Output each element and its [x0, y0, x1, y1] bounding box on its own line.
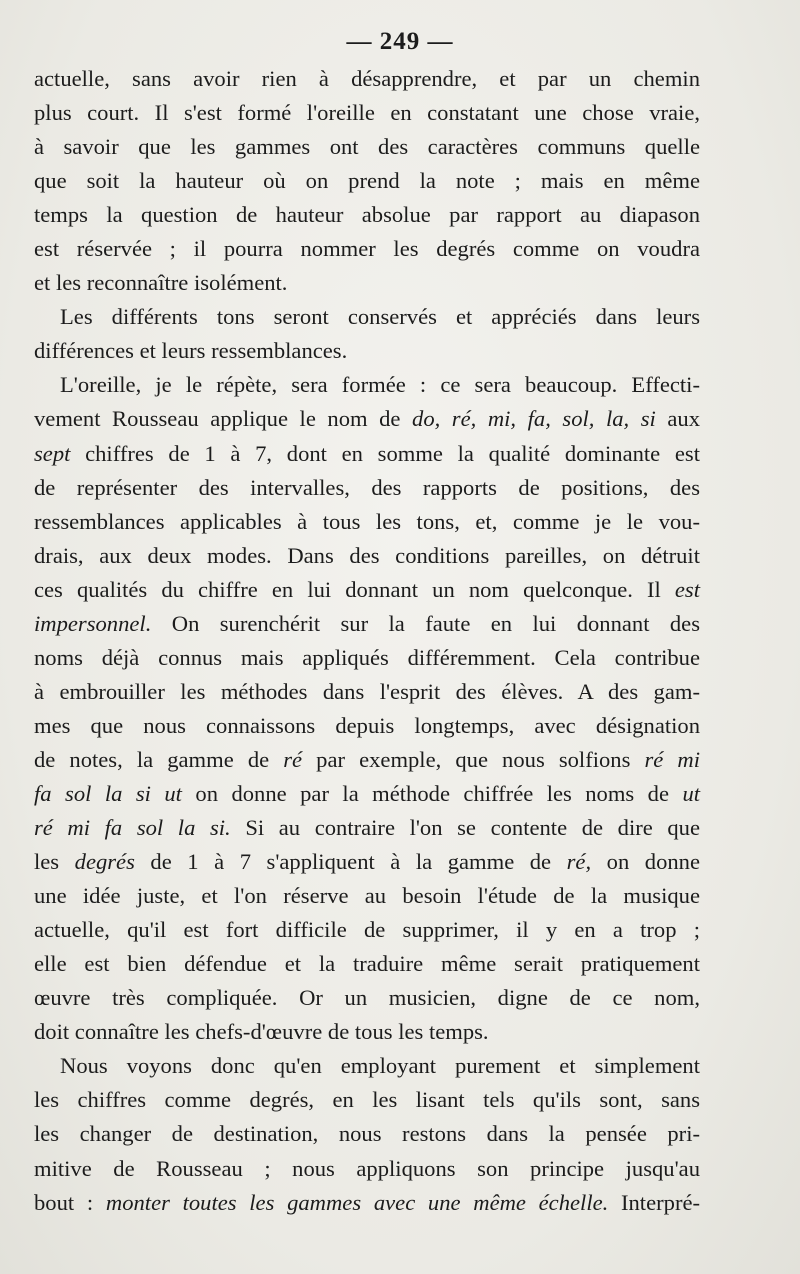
- text-line: [34, 539, 700, 573]
- text-run: elle est bien défendue et la traduire même serait pratiquement: [34, 951, 700, 977]
- text-body: [34, 62, 700, 1220]
- text-line: [34, 845, 700, 879]
- text-run: œuvre très compliquée. Or un musicien, digne de ce nom,: [34, 985, 700, 1011]
- text-run: est réservée ; il pourra nommer les degrés comme on voudra: [34, 236, 700, 262]
- paragraph: [34, 62, 700, 300]
- text-run: Les différents tons seront conservés et appréciés dans leurs: [60, 304, 700, 330]
- text-line: [34, 96, 700, 130]
- text-line: [34, 709, 700, 743]
- text-line: [34, 777, 700, 811]
- text-run: les chiffres comme degrés, en les lisant tels qu'ils sont, sans: [34, 1087, 700, 1113]
- text-line: [34, 1117, 700, 1151]
- text-line: [34, 368, 700, 402]
- text-run: doit connaître les chefs-d'œuvre de tous les temps.: [34, 1019, 489, 1045]
- text-run: mitive de Rousseau ; nous appliquons son principe jusqu'au: [34, 1155, 700, 1181]
- text-line: [34, 1015, 700, 1049]
- italic-text: ré mi: [644, 746, 700, 772]
- text-run: noms déjà connus mais appliqués différemment. Cela contribue: [34, 644, 700, 670]
- paragraph: [34, 300, 700, 368]
- italic-text: do, ré, mi, fa, sol, la, si: [412, 406, 656, 432]
- text-line: [34, 198, 700, 232]
- text-run: On surenchérit sur la faute en lui donnant des: [151, 610, 700, 636]
- paragraph: [34, 1049, 700, 1219]
- italic-text: ré mi fa sol la si.: [34, 815, 231, 841]
- text-run: plus court. Il s'est formé l'oreille en constatant une chose vraie,: [34, 100, 700, 126]
- italic-text: sept: [34, 440, 71, 466]
- text-run: ces qualités du chiffre en lui donnant un nom quelconque. Il: [34, 576, 675, 602]
- italic-text: fa sol la si ut: [34, 780, 182, 806]
- text-line: [34, 130, 700, 164]
- italic-text: monter toutes les gammes avec une même échelle.: [105, 1189, 609, 1215]
- text-run: les changer de destination, nous restons dans la pensée pri-: [34, 1121, 700, 1147]
- text-line: [34, 1083, 700, 1117]
- text-line: [34, 505, 700, 539]
- text-line: [34, 607, 700, 641]
- text-run: aux: [655, 406, 701, 432]
- italic-text: est: [674, 576, 700, 602]
- text-line: [34, 402, 700, 436]
- text-run: ressemblances applicables à tous les tons, et, comme je le vou-: [34, 508, 700, 534]
- text-run: vement Rousseau applique le nom de: [34, 406, 413, 432]
- text-run: Si au contraire l'on se contente de dire que: [230, 815, 701, 841]
- text-line: [34, 62, 700, 96]
- text-run: de représenter des intervalles, des rapports de positions, des: [34, 474, 700, 500]
- text-run: de notes, la gamme de: [34, 746, 284, 772]
- text-line: [34, 334, 700, 368]
- text-line: [34, 947, 700, 981]
- text-run: par exemple, que nous solfions: [302, 746, 645, 772]
- text-line: [34, 743, 700, 777]
- text-run: une idée juste, et l'on réserve au besoin l'étude de la musique: [34, 883, 700, 909]
- italic-text: ré,: [566, 849, 592, 875]
- text-run: à savoir que les gammes ont des caractères communs quelle: [34, 134, 700, 160]
- text-line: [34, 573, 700, 607]
- text-line: [34, 879, 700, 913]
- text-line: [34, 811, 700, 845]
- text-line: [34, 1152, 700, 1186]
- text-run: drais, aux deux modes. Dans des conditions pareilles, on détruit: [34, 542, 700, 568]
- italic-text: degrés: [74, 849, 135, 875]
- text-line: [34, 437, 700, 471]
- text-line: [34, 981, 700, 1015]
- text-run: différences et leurs ressemblances.: [34, 338, 348, 364]
- text-run: à embrouiller les méthodes dans l'esprit des élèves. A des gam-: [34, 678, 700, 704]
- text-run: de 1 à 7 s'appliquent à la gamme de: [134, 849, 567, 875]
- text-run: et les reconnaître isolément.: [34, 270, 288, 296]
- text-run: chiffres de 1 à 7, dont en somme la qualité dominante est: [70, 440, 700, 466]
- paragraph: [34, 368, 700, 1049]
- text-line: [34, 164, 700, 198]
- italic-text: ut: [682, 780, 701, 806]
- text-run: Interpré-: [608, 1189, 701, 1215]
- text-run: actuelle, qu'il est fort difficile de supprimer, il y en a trop ;: [34, 917, 700, 943]
- text-line: [34, 1186, 700, 1220]
- text-run: temps la question de hauteur absolue par rapport au diapason: [34, 202, 700, 228]
- text-run: on donne: [591, 849, 700, 875]
- text-line: [34, 675, 700, 709]
- text-run: que soit la hauteur où on prend la note ; mais en même: [34, 168, 700, 194]
- text-line: [34, 641, 700, 675]
- text-run: bout :: [34, 1189, 106, 1215]
- text-line: [34, 266, 700, 300]
- italic-text: impersonnel.: [34, 610, 152, 636]
- text-line: [34, 913, 700, 947]
- text-run: Nous voyons donc qu'en employant purement et simplement: [60, 1053, 700, 1079]
- text-line: [34, 471, 700, 505]
- text-line: [34, 300, 700, 334]
- text-run: on donne par la méthode chiffrée les noms de: [181, 780, 683, 806]
- text-run: les: [34, 849, 75, 875]
- text-run: L'oreille, je le répète, sera formée : ce sera beaucoup. Effecti-: [60, 372, 700, 398]
- italic-text: ré: [283, 746, 303, 772]
- page-number: — 249 —: [346, 28, 454, 55]
- text-line: [34, 232, 700, 266]
- text-line: [34, 1049, 700, 1083]
- text-run: actuelle, sans avoir rien à désapprendre, et par un chemin: [34, 66, 700, 91]
- text-run: mes que nous connaissons depuis longtemps, avec désignation: [34, 712, 700, 738]
